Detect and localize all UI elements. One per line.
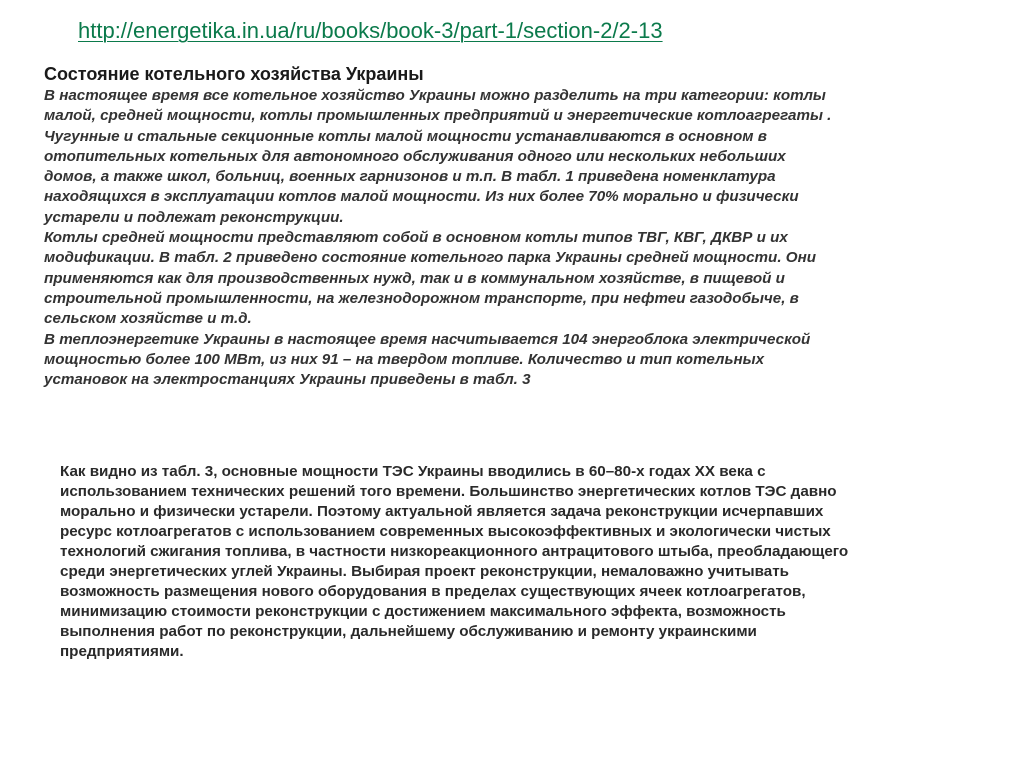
conclusion-line: использованием технических решений того времени. Большинство энергетических котлов ТЭС давно: [60, 483, 837, 500]
intro-line: Котлы средней мощности представляют собой в основном котлы типов ТВГ, КВГ, ДКВР и их: [44, 229, 788, 247]
section-title: Состояние котельного хозяйства Украины: [44, 64, 424, 84]
intro-line: В настоящее время все котельное хозяйство Украины можно разделить на три категории: котлы: [44, 87, 826, 104]
intro-block: [44, 64, 964, 390]
intro-text: [44, 86, 964, 390]
source-url-link[interactable]: http://energetika.in.ua/ru/books/book-3/part-1/section-2/2-13: [78, 18, 663, 43]
intro-line: отопительных котельных для автономного обслуживания одного или нескольких небольших: [44, 147, 786, 165]
intro-line: устарели и подлежат реконструкции.: [44, 208, 344, 226]
intro-line: сельском хозяйстве и т.д.: [44, 310, 252, 328]
conclusion-line: возможность размещения нового оборудования в пределах существующих ячеек котлоагрегатов,: [60, 583, 806, 600]
intro-line: домов, а также школ, больниц, военных гарнизонов и т.п. В табл. 1 приведена номенклатура: [44, 168, 776, 186]
intro-line: находящихся в эксплуатации котлов малой мощности. Из них более 70% морально и физически: [44, 188, 799, 206]
intro-line: Чугунные и стальные секционные котлы малой мощности устанавливаются в основном в: [44, 127, 767, 145]
conclusion-line: морально и физически устарели. Поэтому актуальной является задача реконструкции исчерпавших: [60, 503, 824, 520]
conclusion-line: предприятиями.: [60, 643, 184, 660]
intro-line: модификации. В табл. 2 приведено состояние котельного парка Украины средней мощности. Они: [44, 249, 817, 267]
conclusion-line: минимизацию стоимости реконструкции с достижением максимального эффекта, возможность: [60, 603, 786, 620]
conclusion-line: ресурс котлоагрегатов с использованием современных высокоэффективных и экологически чистых: [60, 523, 831, 540]
intro-line: малой, средней мощности, котлы промышленных предприятий и энергетические котлоагрегаты .: [44, 107, 832, 125]
intro-line: мощностью более 100 МВт, из них 91 – на твердом топливе. Количество и тип котельных: [44, 350, 765, 368]
conclusion-line: Как видно из табл. 3, основные мощности ТЭС Украины вводились в 60–80-х годах XX века с: [60, 463, 766, 480]
intro-line: применяются как для производственных нужд, так и в коммунальном хозяйстве, в пищевой и: [44, 269, 785, 287]
conclusion-line: среди энергетических углей Украины. Выбирая проект реконструкции, немаловажно учитывать: [60, 563, 790, 580]
intro-line: В теплоэнергетике Украины в настоящее время насчитывается 104 энергоблока электрической: [44, 330, 811, 348]
conclusion-line: технологий сжигания топлива, в частности низкореакционного антрацитового штыба, преобладающего: [60, 543, 849, 560]
intro-line: установок на электростанциях Украины приведены в табл. 3: [44, 371, 531, 389]
conclusion-block: [60, 462, 960, 662]
intro-line: строительной промышленности, на железнодорожном транспорте, при нефтеи газодобыче, в: [44, 289, 799, 307]
conclusion-line: выполнения работ по реконструкции, дальнейшему обслуживанию и ремонту украинскими: [60, 623, 757, 640]
